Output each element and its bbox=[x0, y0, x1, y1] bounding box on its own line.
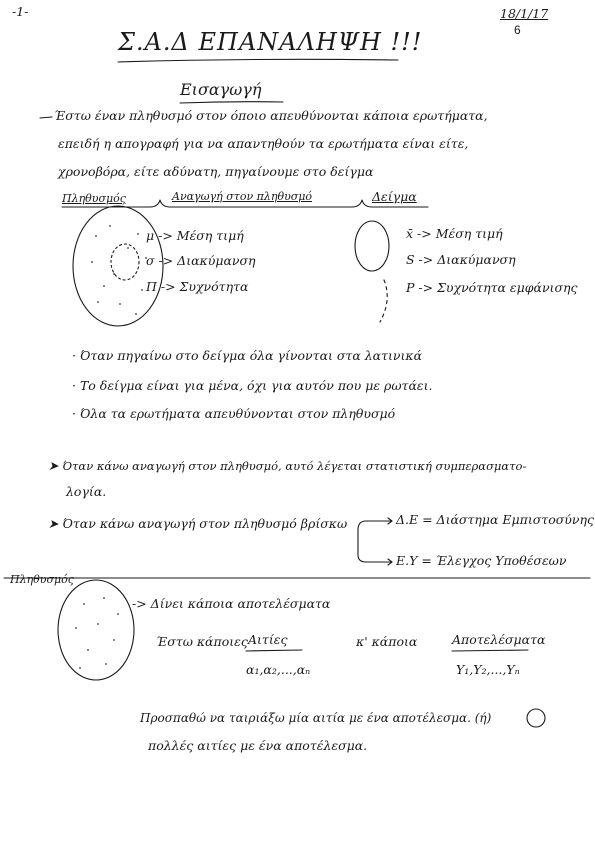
note-2 bbox=[48, 518, 347, 531]
bullet-1-text: Όταν πηγαίνω στο δείγμα όλα γίνονται στα λατινικά bbox=[79, 348, 423, 363]
page-title: Σ.Α.Δ ΕΠΑΝΑΛΗΨΗ !!! bbox=[118, 28, 423, 56]
label-sample: Δείγμα bbox=[372, 189, 417, 204]
arrow-icon: ➤ bbox=[48, 516, 63, 531]
causes-vars: α₁,α₂,...,αₙ bbox=[246, 662, 311, 677]
pop-item-mean: μ -> Μέση τιμή bbox=[146, 228, 244, 243]
pop-item-frequency: Π -> Συχνότητα bbox=[146, 279, 249, 294]
intro-line-3: χρονοβόρα, είτε αδύνατη, πηγαίνουμε στο δείγμα bbox=[58, 164, 374, 179]
causes-underline bbox=[246, 650, 302, 651]
results-underline bbox=[452, 650, 528, 651]
note-1-line-1 bbox=[48, 460, 526, 473]
bullet-3-text: Όλα τα ερωτήματα απευθύνονται στον πληθυσμό bbox=[79, 406, 396, 421]
and-some: κ' κάποια bbox=[356, 634, 418, 649]
branch-arrow-2 bbox=[366, 559, 392, 565]
sample-ellipse bbox=[355, 221, 389, 271]
note-1-line-2: λογία. bbox=[66, 484, 107, 499]
page-number: 6 bbox=[514, 23, 521, 37]
intro-line-1: Έστω έναν πληθυσμό στον όποιο απευθύνονται κάποια ερωτήματα, bbox=[54, 108, 488, 123]
bullet-1: · Όταν πηγαίνω στο δείγμα όλα γίνονται στα λατινικά bbox=[72, 348, 423, 363]
label-population-2: Πληθυσμός bbox=[10, 573, 74, 586]
population-ellipse-2 bbox=[58, 580, 134, 680]
sample-item-frequency: P -> Συχνότητα εμφάνισης bbox=[406, 280, 578, 295]
causes-prefix: Έστω κάποιες bbox=[156, 634, 248, 649]
date: 18/1/17 bbox=[500, 6, 549, 21]
note-1-line-1-text: Όταν κάνω αναγωγή στον πληθυσμό, αυτό λέγεται στατιστική συμπερασματο- bbox=[62, 459, 527, 473]
gives-results-text: Δίνει κάποια αποτελέσματα bbox=[150, 596, 331, 611]
subtitle-underline bbox=[180, 102, 283, 103]
subtitle: Εισαγωγή bbox=[180, 80, 262, 99]
conclusion-line-1: Προσπαθώ να ταιριάξω μία αιτία με ένα αποτέλεσμα. (ή) bbox=[140, 711, 492, 725]
branch-bracket bbox=[358, 521, 366, 562]
intro-dash bbox=[40, 117, 52, 118]
population-dots bbox=[91, 225, 147, 315]
intro-line-2: επειδή η απογραφή για να απαντηθούν τα ερωτήματα είναι είτε, bbox=[58, 136, 469, 151]
title-underline bbox=[118, 59, 398, 62]
population-dots-2 bbox=[75, 597, 119, 669]
causes-word: Αιτίες bbox=[248, 632, 288, 647]
branch-arrow-1 bbox=[366, 518, 392, 524]
results-vars: Y₁,Y₂,...,Yₙ bbox=[456, 662, 520, 677]
label-induction: Αναγωγή στον πληθυσμό bbox=[172, 190, 313, 203]
conclusion-line-2: πολλές αιτίες με ένα αποτέλεσμα. bbox=[148, 738, 368, 753]
bullet-3: · Όλα τα ερωτήματα απευθύνονται στον πληθυσμό bbox=[72, 406, 396, 421]
population-inner-ellipse bbox=[111, 244, 139, 280]
margin-mark: -1- bbox=[12, 4, 29, 19]
note-2-text: Όταν κάνω αναγωγή στον πληθυσμό βρίσκω bbox=[62, 516, 348, 531]
sample-item-mean: x̄ -> Μέση τιμή bbox=[406, 226, 503, 241]
label-population: Πληθυσμός bbox=[62, 192, 126, 205]
branch-hypothesis-testing: Ε.Υ = Έλεγχος Υποθέσεων bbox=[396, 553, 567, 568]
arrow-icon: ➤ bbox=[48, 458, 63, 473]
branch-confidence-interval: Δ.Ε = Διάστημα Εμπιστοσύνης bbox=[396, 512, 594, 527]
sample-item-variance: S -> Διακύμανση bbox=[406, 252, 516, 267]
bullet-2: · Το δείγμα είναι για μένα, όχι για αυτόν που με ρωτάει. bbox=[72, 378, 433, 393]
dashed-connector bbox=[380, 280, 387, 322]
gives-results: -> Δίνει κάποια αποτελέσματα bbox=[132, 596, 331, 611]
bullet-2-text: Το δείγμα είναι για μένα, όχι για αυτόν που με ρωτάει. bbox=[79, 378, 433, 393]
pop-item-variance: σ -> Διακύμανση bbox=[146, 253, 256, 268]
results-word: Αποτελέσματα bbox=[452, 632, 546, 647]
or-circle bbox=[527, 709, 545, 727]
